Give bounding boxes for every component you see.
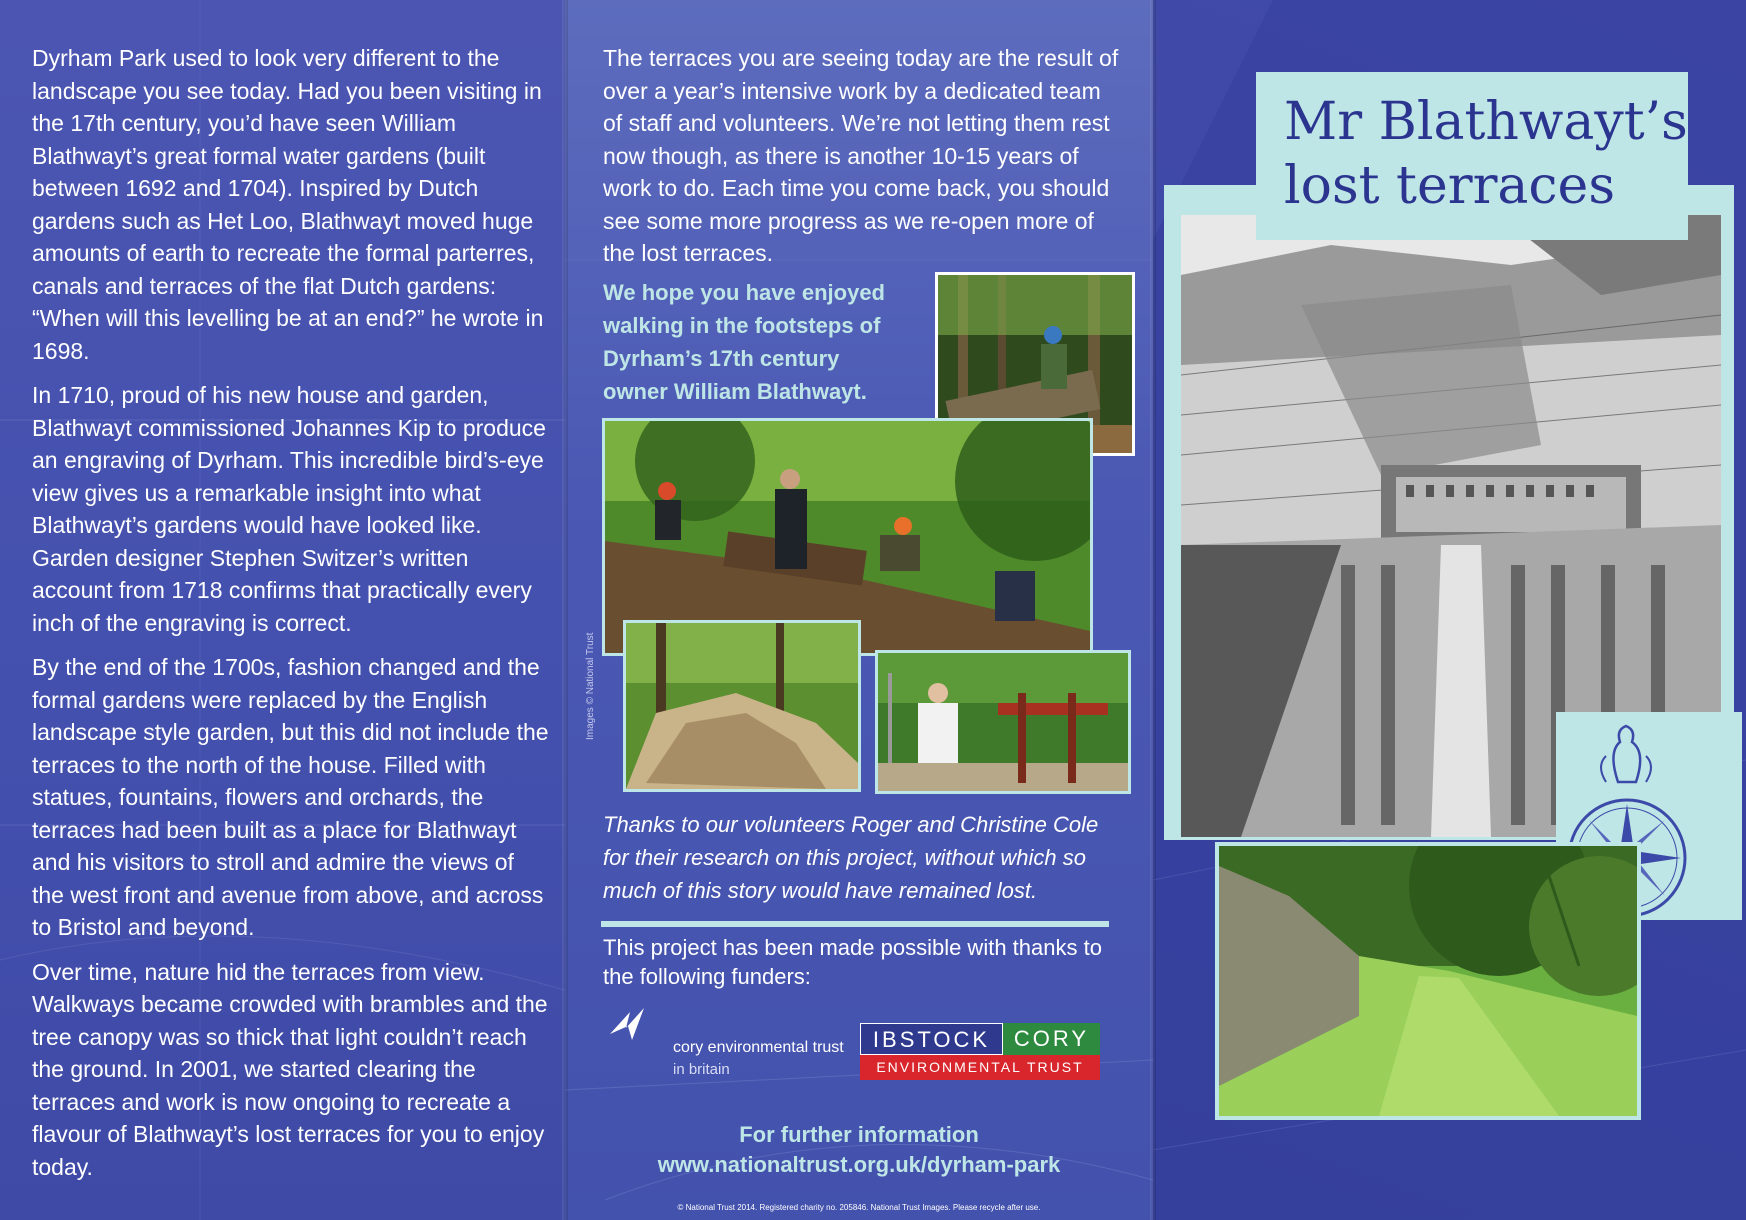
cory-logo-name: cory environmental trust — [673, 1039, 844, 1056]
cover-title — [1284, 90, 1688, 218]
middle-panel — [565, 0, 1153, 1220]
fold-line-1 — [562, 0, 568, 1220]
project-intro: The terraces you are seeing today are the result of over a year’s intensive work by a dedicated team of staff and volunteers. We’re not letting them rest now though, as there is another 10-15 years of work to do. Each time you come back, you should see some more progress as we re-open more of the lost terraces. — [603, 45, 1119, 266]
wood-chip-pile-photo — [623, 620, 861, 792]
cover-title-box — [1256, 72, 1688, 240]
cover-title-line-1: Mr Blathwayt’s — [1284, 92, 1688, 152]
image-credit: Images © National Trust — [585, 632, 596, 740]
history-paragraph-1: Dyrham Park used to look very different to the landscape you see today. Had you been visiting in the 17th century, you’d have seen William Blathwayt’s great formal water gardens (built between 1692 and 1704). Inspired by Dutch gardens such as Het Loo, Blathwayt moved huge amounts of earth to recreate the formal parterres, canals and terraces of the flat Dutch gardens: “When will this levelling be at an end?” he wrote in 1698. — [32, 45, 544, 364]
cory-bird-icon — [604, 1000, 654, 1050]
ibstock-cory-logo — [860, 1023, 1100, 1080]
history-text — [32, 42, 552, 1195]
cory-logo-subtitle: in britain — [673, 1061, 730, 1078]
ibstock-logo-part-a: IBSTOCK — [860, 1023, 1003, 1055]
fold-line-2 — [1150, 0, 1156, 1220]
website-link[interactable]: www.nationaltrust.org.uk/dyrham-park — [657, 1152, 1061, 1177]
history-paragraph-2: In 1710, proud of his new house and garden, Blathwayt commissioned Johannes Kip to produce an engraving of Dyrham. This incredible bird’s-eye view gives us a remarkable insight into what Blathwayt’s gardens would have looked like. Garden designer Stephen Switzer’s written account from 1718 confirms that practically every inch of the engraving is correct. — [32, 382, 546, 636]
volunteer-thanks: Thanks to our volunteers Roger and Christine Cole for their research on this project, without which so much of this story would have remained lost. — [603, 812, 1099, 903]
cover-panel — [1153, 0, 1746, 1220]
history-paragraph-3: By the end of the 1700s, fashion changed and the formal gardens were replaced by the English landscape style garden, but this did not include the terraces to the north of the house. Filled with statues, fountains, flowers and orchards, the terraces had been built as a place for Blathwayt and his visitors to stroll and admire the views of the west front and avenue from above, and across to Bristol and beyond. — [32, 654, 549, 940]
enjoyed-message: We hope you have enjoyed walking in the footsteps of Dyrham’s 17th century owner William Blathwayt. — [603, 280, 885, 404]
ibstock-logo-part-b: CORY — [1003, 1023, 1100, 1055]
section-divider — [601, 921, 1109, 927]
funders-intro: This project has been made possible with thanks to the following funders: — [603, 935, 1102, 989]
left-panel — [0, 0, 565, 1220]
further-information — [565, 1120, 1153, 1180]
restored-terrace-photo — [1215, 842, 1641, 1120]
copyright-notice: © National Trust 2014. Registered charity no. 205846. National Trust Images. Please recycle after use. — [677, 1203, 1041, 1212]
further-information-heading: For further information — [739, 1122, 979, 1147]
cory-environmental-trust-logo — [599, 1000, 849, 1090]
painting-gate-photo — [875, 650, 1131, 794]
ibstock-logo-bottom: ENVIRONMENTAL TRUST — [860, 1055, 1100, 1080]
history-paragraph-4: Over time, nature hid the terraces from view. Walkways became crowded with brambles and the tree canopy was so thick that light couldn’t reach the ground. In 2001, we started clearing the terraces and work is now ongoing to recreate a flavour of Blathwayt’s lost terraces for you to enjoy today. — [32, 958, 548, 1180]
cover-title-line-2: lost terraces — [1284, 156, 1616, 216]
